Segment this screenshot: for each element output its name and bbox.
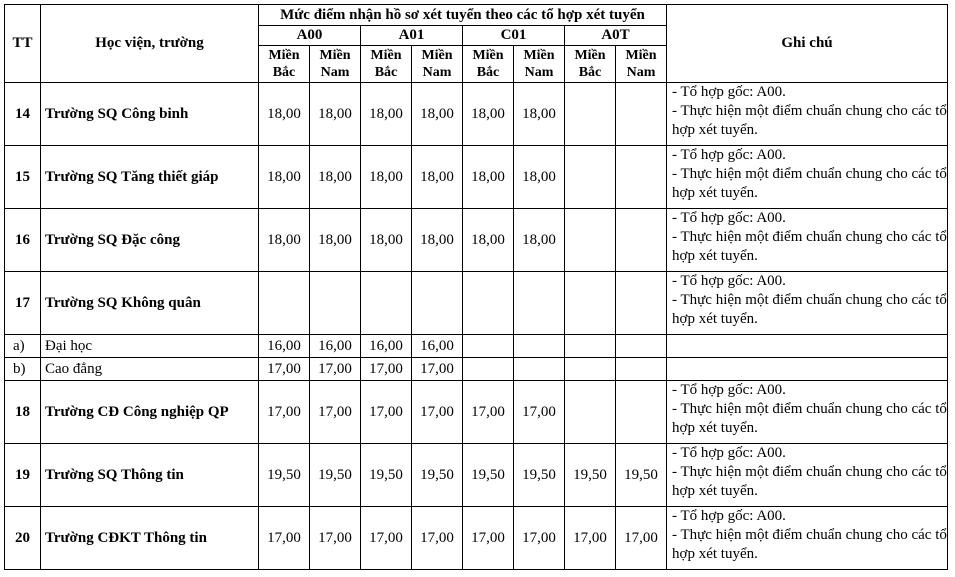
header-south: Miền Nam [616, 46, 667, 83]
header-group-a0t: A0T [565, 26, 667, 46]
score-cell: 17,00 [463, 507, 514, 570]
score-cell: 19,50 [361, 444, 412, 507]
header-group-a01: A01 [361, 26, 463, 46]
score-cell: 18,00 [259, 146, 310, 209]
score-cell [565, 146, 616, 209]
note-line: - Tổ hợp gốc: A00. [672, 382, 786, 398]
row-note [667, 358, 948, 381]
header-south: Miền Nam [412, 46, 463, 83]
score-cell [565, 381, 616, 444]
score-cell: 18,00 [361, 209, 412, 272]
row-school-name: Trường SQ Công binh [41, 83, 259, 146]
row-school-name: Trường CĐKT Thông tin [41, 507, 259, 570]
score-cell [565, 272, 616, 335]
score-cell: 17,00 [259, 507, 310, 570]
score-cell [514, 335, 565, 358]
note-line: - Thực hiện một điểm chuẩn chung cho các tổ hợp xét tuyển. [672, 103, 947, 138]
score-cell: 18,00 [310, 209, 361, 272]
score-cell: 18,00 [463, 146, 514, 209]
note-line: - Thực hiện một điểm chuẩn chung cho các tổ hợp xét tuyển. [672, 401, 947, 436]
row-note [667, 83, 948, 146]
score-cell [616, 358, 667, 381]
header-tt: TT [5, 5, 41, 83]
score-cell [616, 381, 667, 444]
row-note [667, 272, 948, 335]
score-cell [616, 83, 667, 146]
score-cell: 17,00 [412, 507, 463, 570]
row-school-name: Trường SQ Tăng thiết giáp [41, 146, 259, 209]
row-tt: a) [5, 335, 41, 358]
note-line: - Thực hiện một điểm chuẩn chung cho các tổ hợp xét tuyển. [672, 527, 947, 562]
row-note [667, 146, 948, 209]
score-cell: 16,00 [310, 335, 361, 358]
score-cell: 18,00 [259, 209, 310, 272]
score-cell: 18,00 [361, 146, 412, 209]
score-cell: 19,50 [412, 444, 463, 507]
score-cell: 16,00 [361, 335, 412, 358]
note-line: - Tổ hợp gốc: A00. [672, 147, 786, 163]
score-cell: 18,00 [310, 83, 361, 146]
score-cell: 18,00 [514, 209, 565, 272]
score-cell: 17,00 [259, 358, 310, 381]
score-cell: 16,00 [259, 335, 310, 358]
note-line: - Tổ hợp gốc: A00. [672, 210, 786, 226]
header-school: Học viện, trường [41, 5, 259, 83]
score-cell: 18,00 [412, 209, 463, 272]
score-cell: 17,00 [310, 507, 361, 570]
score-cell [310, 272, 361, 335]
score-cell: 19,50 [310, 444, 361, 507]
row-tt: b) [5, 358, 41, 381]
note-line: - Tổ hợp gốc: A00. [672, 273, 786, 289]
score-cell: 18,00 [259, 83, 310, 146]
row-tt: 16 [5, 209, 41, 272]
score-cell [412, 272, 463, 335]
header-note: Ghi chú [667, 5, 948, 83]
row-tt: 15 [5, 146, 41, 209]
table-row [5, 358, 948, 381]
header-south: Miền Nam [514, 46, 565, 83]
table-row [5, 335, 948, 358]
score-cell: 17,00 [463, 381, 514, 444]
note-line: - Thực hiện một điểm chuẩn chung cho các tổ hợp xét tuyển. [672, 166, 947, 201]
score-cell [361, 272, 412, 335]
score-cell: 17,00 [361, 358, 412, 381]
score-cell: 17,00 [310, 381, 361, 444]
score-cell: 18,00 [514, 83, 565, 146]
table-row [5, 444, 948, 507]
score-cell: 18,00 [463, 83, 514, 146]
row-note [667, 335, 948, 358]
score-cell: 19,50 [259, 444, 310, 507]
score-cell [565, 335, 616, 358]
score-cell: 18,00 [463, 209, 514, 272]
score-cell [616, 335, 667, 358]
row-school-name: Trường SQ Không quân [41, 272, 259, 335]
table-row [5, 83, 948, 146]
score-cell: 17,00 [361, 381, 412, 444]
score-cell: 19,50 [565, 444, 616, 507]
row-tt: 18 [5, 381, 41, 444]
score-cell [463, 358, 514, 381]
header-north: Miền Bắc [565, 46, 616, 83]
note-line: - Tổ hợp gốc: A00. [672, 508, 786, 524]
row-school-name: Trường SQ Thông tin [41, 444, 259, 507]
row-note [667, 507, 948, 570]
score-cell [514, 272, 565, 335]
row-school-name: Cao đẳng [41, 358, 259, 381]
header-north: Miền Bắc [463, 46, 514, 83]
score-cell [463, 272, 514, 335]
score-cell: 17,00 [514, 507, 565, 570]
score-cell: 18,00 [412, 146, 463, 209]
table-row [5, 209, 948, 272]
header-group-c01: C01 [463, 26, 565, 46]
row-note [667, 209, 948, 272]
score-cell: 19,50 [616, 444, 667, 507]
score-cell: 18,00 [361, 83, 412, 146]
header-south: Miền Nam [310, 46, 361, 83]
score-cell: 16,00 [412, 335, 463, 358]
score-cell [565, 358, 616, 381]
score-cell: 18,00 [514, 146, 565, 209]
note-line: - Thực hiện một điểm chuẩn chung cho các tổ hợp xét tuyển. [672, 229, 947, 264]
score-cell: 17,00 [259, 381, 310, 444]
score-cell [616, 146, 667, 209]
admission-score-table [4, 4, 948, 570]
score-cell: 18,00 [412, 83, 463, 146]
score-cell: 19,50 [463, 444, 514, 507]
score-cell [565, 83, 616, 146]
header-north: Miền Bắc [259, 46, 310, 83]
score-cell [259, 272, 310, 335]
row-school-name: Trường SQ Đặc công [41, 209, 259, 272]
score-cell: 17,00 [310, 358, 361, 381]
score-cell: 19,50 [514, 444, 565, 507]
score-cell [616, 209, 667, 272]
row-note [667, 381, 948, 444]
row-tt: 14 [5, 83, 41, 146]
row-tt: 20 [5, 507, 41, 570]
score-cell [565, 209, 616, 272]
note-line: - Thực hiện một điểm chuẩn chung cho các tổ hợp xét tuyển. [672, 292, 947, 327]
row-tt: 17 [5, 272, 41, 335]
score-cell: 17,00 [412, 381, 463, 444]
header-group-title: Mức điểm nhận hồ sơ xét tuyển theo các tổ hợp xét tuyển [259, 5, 667, 26]
row-tt: 19 [5, 444, 41, 507]
score-cell: 17,00 [616, 507, 667, 570]
score-cell: 17,00 [514, 381, 565, 444]
score-cell [463, 335, 514, 358]
note-line: - Tổ hợp gốc: A00. [672, 445, 786, 461]
header-north: Miền Bắc [361, 46, 412, 83]
row-school-name: Trường CĐ Công nghiệp QP [41, 381, 259, 444]
row-school-name: Đại học [41, 335, 259, 358]
score-cell: 18,00 [310, 146, 361, 209]
score-cell: 17,00 [412, 358, 463, 381]
score-cell [514, 358, 565, 381]
table-row [5, 272, 948, 335]
note-line: - Thực hiện một điểm chuẩn chung cho các tổ hợp xét tuyển. [672, 464, 947, 499]
score-cell: 17,00 [565, 507, 616, 570]
row-note [667, 444, 948, 507]
table-row [5, 146, 948, 209]
table-row [5, 507, 948, 570]
score-cell [616, 272, 667, 335]
table-row [5, 381, 948, 444]
score-cell: 17,00 [361, 507, 412, 570]
header-group-a00: A00 [259, 26, 361, 46]
note-line: - Tổ hợp gốc: A00. [672, 84, 786, 100]
